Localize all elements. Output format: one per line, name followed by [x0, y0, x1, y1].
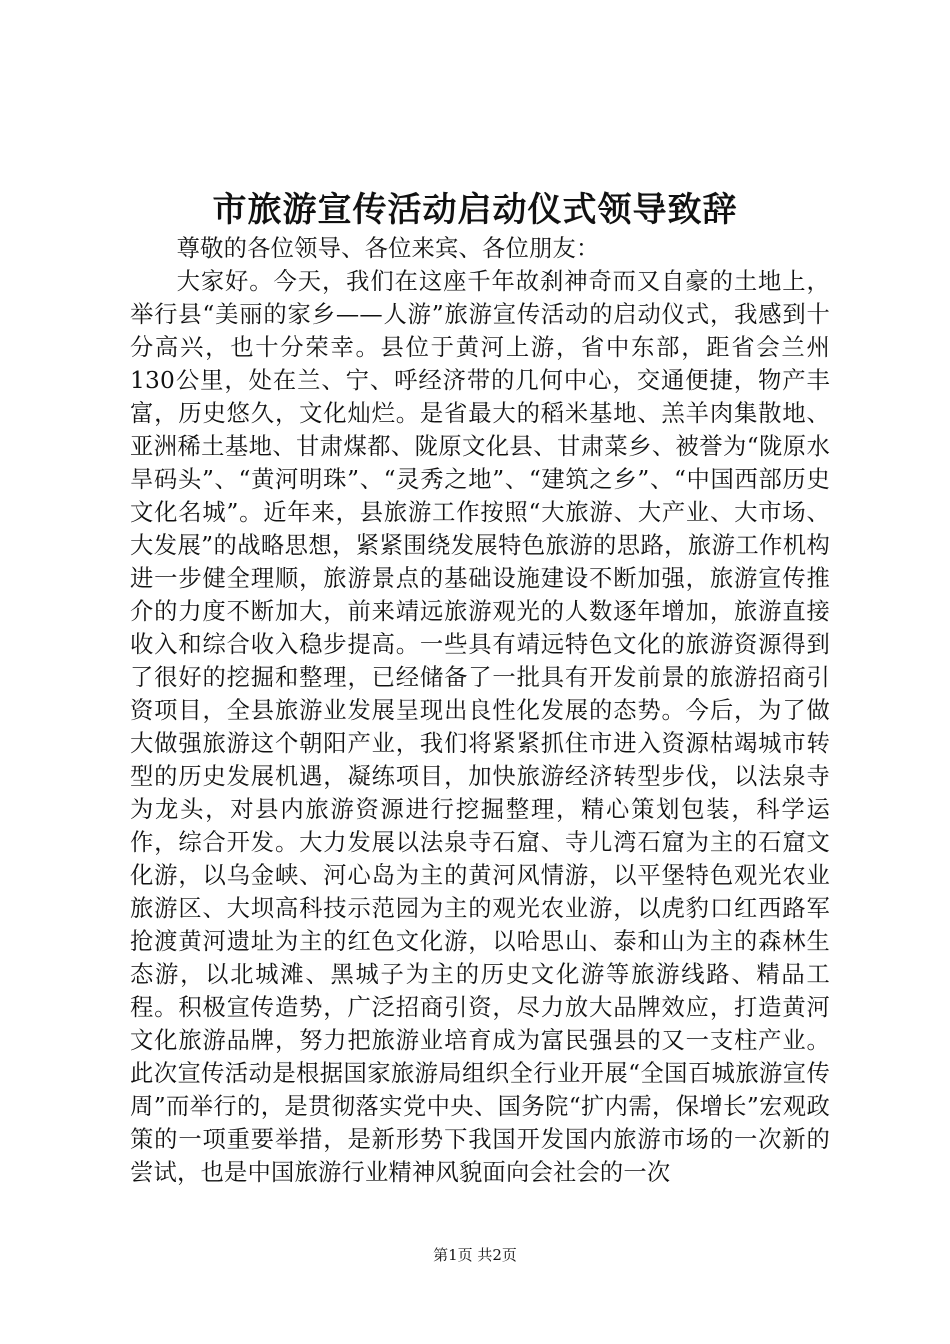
document-title: 市旅游宣传活动启动仪式领导致辞 [212, 190, 738, 230]
page-indicator: 第1页 共2页 [433, 1246, 517, 1264]
document-body [130, 232, 830, 1189]
page-footer [0, 1244, 950, 1266]
salutation: 尊敬的各位领导、各位来宾、各位朋友： [176, 235, 600, 262]
body-paragraph: 大家好。今天，我们在这座千年故刹神奇而又自豪的土地上，举行县“美丽的家乡——人游”旅游宣传活动的启动仪式，我感到十分高兴，也十分荣幸。县位于黄河上游，省中东部，距省会兰州130公里，处在兰、宁、呼经济带的几何中心，交通便捷，物产丰富，历史悠久，文化灿烂。是省最大的稻米基地、羔羊肉集散地、亚洲稀土基地、甘肃煤都、陇原文化县、甘肃菜乡、被誉为“陇原水旱码头”、“黄河明珠”、“灵秀之地”、“建筑之乡”、“中国西部历史文化名城”。近年来，县旅游工作按照“大旅游、大产业、大市场、大发展”的战略思想，紧紧围绕发展特色旅游的思路，旅游工作机构进一步健全理顺，旅游景点的基础设施建设不断加强，旅游宣传推介的力度不断加大，前来靖远旅游观光的人数逐年增加，旅游直接收入和综合收入稳步提高。一些具有靖远特色文化的旅游资源得到了很好的挖掘和整理，已经储备了一批具有开发前景的旅游招商引资项目，全县旅游业发展呈现出良性化发展的态势。今后，为了做大做强旅游这个朝阳产业，我们将紧紧抓住市进入资源枯竭城市转型的历史发展机遇，凝练项目，加快旅游经济转型步伐，以法泉寺为龙头，对县内旅游资源进行挖掘整理，精心策划包装，科学运作，综合开发。大力发展以法泉寺石窟、寺儿湾石窟为主的石窟文化游，以乌金峡、河心岛为主的黄河风情游，以平堡特色观光农业旅游区、大坝高科技示范园为主的观光农业游，以虎豹口红西路军抢渡黄河遗址为主的红色文化游，以哈思山、泰和山为主的森林生态游，以北城滩、黑城子为主的历史文化游等旅游线路、精品工程。积极宣传造势，广泛招商引资，尽力放大品牌效应，打造黄河文化旅游品牌，努力把旅游业培育成为富民强县的又一支柱产业。此次宣传活动是根据国家旅游局组织全行业开展“全国百城旅游宣传周”而举行的，是贯彻落实党中央、国务院“扩内需，保增长”宏观政策的一项重要举措，是新形势下我国开发国内旅游市场的一次新的尝试，也是中国旅游行业精神风貌面向会社会的一次 [130, 268, 830, 1186]
